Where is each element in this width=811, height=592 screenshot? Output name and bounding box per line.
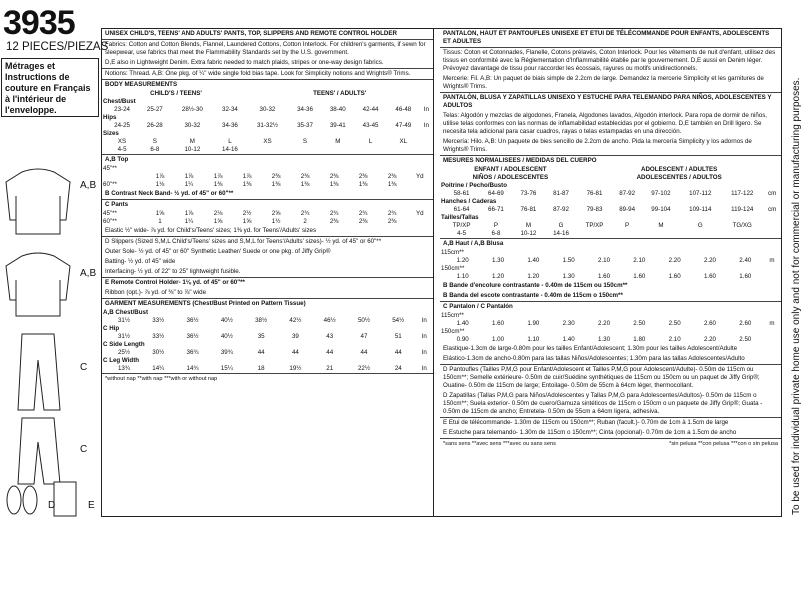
haut-metrage-table: 115cm** 1.20 1.30 1.40 1.50 2.10 2.10 2.20 2.20 2.40 m 150cm** 1.10 1.20 1.20 1.30 1.60 1.60 1.60 1.60 1.60 — [440, 249, 781, 281]
table-row: 4-5 6-8 10-12 14-16 — [457, 230, 569, 237]
notions-text: Notions: Thread. A,B: One pkg. of ¼" wide single fold bias tape. Look for Simplicity notions and Wrights® Trims. — [102, 68, 433, 79]
pantalon-section-title: C Pantalon / C Pantalón — [440, 301, 781, 312]
neck-band-text: B Contrast Neck Band- ½ yd. of 45" or 60"** — [105, 190, 234, 197]
french-spanish-column — [440, 29, 781, 516]
top-section-title: A,B Top — [102, 154, 433, 165]
table-row: XS S M L XS S M L XL — [117, 138, 408, 145]
top-back-drawing — [6, 253, 70, 316]
pattern-back-sheet — [101, 28, 782, 517]
mesures-table: ENFANT / ADOLESCENT ADOLESCENT / ADULTES NIÑOS / ADOLESCENTES ADOLESCENTES / ADULTOS Poitrine / Pecho/Busto 58-61 64-69 73-76 81-87 76-81 87-92 97-102 107-112 117-122 cm Hanches / Caderas 61-64 66-71 76-81 87-92 79-83 89-94 99-104 109-114 119-124 cm Tailles/Tallas TP/XP P M G TP/XP P M G TG/XG 4-5 6-8 10-12 14-16 — [440, 166, 781, 238]
table-row: 31½ 33½ 36½ 40½ 38½ 42½ 46½ 50½ 54½ In — [117, 317, 427, 324]
garment-line-drawings — [0, 160, 100, 520]
table-row: 1⅞ 1⅞ 1⅞ 1⅞ 2⅜ 2⅜ 2⅜ 2⅜ 2⅜ Yd — [155, 173, 424, 180]
top-yardage-table — [102, 165, 433, 189]
pantoufles-text: D Pantoufles (Tailles P,M,G pour Enfant/Adolescent et Tailles P,M,G pour Adolescent/Adulte)- 0.50m de 115cm ou 150cm**; Semelle extérieure- 0.50m de cuir/Suédine synthétiques de 115cm ou 150cm ou un paquet de Jiffy Grip®; Ouatine- 0.50m de 115cm de large; Entoilage- 0.50m de 55cm à 64cm léger, thermocollant. — [440, 364, 781, 391]
top-front-drawing — [6, 169, 70, 234]
table-row: 45"** 1⅝ 1⅞ 2⅛ 2½ 2⅝ 2¾ 2¾ 2¾ 2¾ Yd — [103, 210, 424, 217]
fabrics-text-2: D,E also in Lightweight Denim. Extra fabric needed to match plaids, stripes or one-way design fabrics. — [105, 59, 384, 66]
zapatillas-text: D Zapatillas (Tallas P,M,G para Niños/Adolescentes y Tallas P,M,G para Adolescentes/Adultos)- 0.50m de 115cm o 150cm**; Suela exterior- 0.50m de cuero/Gamuza sintéticos de 115cm o 150cm o un paquete de Jiffy Grip®; Guata - 0.50m de 115cm de ancho; Entretela- 0.50m de 55cm a 64cm ligera, adhesiva. — [443, 392, 763, 415]
outer-sole-text: Outer Sole- ½ yd. of 45" or 60" Synthetic Leather/ Suede or one pkg. of Jiffy Grip® — [105, 248, 331, 255]
table-row: 60"** 1 1¼ 1⅝ 1⅝ 1½ 2 2⅜ 2⅜ 2⅜ — [103, 218, 397, 225]
mesures-title: MESURES NORMALISEES / MEDIDAS DEL CUERPO — [440, 155, 781, 166]
figure-label: C — [80, 444, 88, 455]
figure-label: E — [88, 500, 95, 511]
figure-label: A,B — [80, 268, 97, 279]
body-measurements-table: CHILD'S / TEENS' TEENS' / ADULTS' Chest/Bust 23-24 25-27 28½-30 32-34 30-32 34-36 38-40 42-44 46-48 In Hips 24-25 26-28 30-32 34-36 31-32½ 35-37 39-41 43-45 47-49 In Sizes XS S M L XS S M L XL 4-5 6-8 10-12 14-16 — [102, 90, 433, 154]
french-title: PANTALON, HAUT ET PANTOUFLES UNISEXE ET ETUI DE TÉLÉCOMMANDE POUR ENFANTS, ADOLESCENTS ET ADULTES — [440, 29, 781, 48]
table-row: 23-24 25-27 28½-30 32-34 30-32 34-36 38-40 42-44 46-48 In — [114, 106, 429, 113]
mercerie-text: Mercerie: Fil. A,B: Un paquet de biais simple de 2.2cm de large. Demandez la mercerie Simplicity et les garnitures de Wrights® Trims. — [443, 75, 764, 90]
pattern-number: 3935 — [3, 4, 75, 42]
figure-label: D — [48, 500, 56, 511]
pants-back-drawing — [18, 418, 60, 484]
pants-front-drawing — [18, 334, 60, 410]
interfacing-text: Interfacing- ½ yd. of 22" to 25" lightweight fusible. — [105, 268, 241, 275]
table-row: 31½ 33½ 36½ 40½ 35 39 43 47 51 In — [117, 333, 427, 340]
table-row: 58-61 64-69 73-76 81-87 76-81 87-92 97-102 107-112 117-122 cm — [453, 190, 777, 197]
table-row: 24-25 26-28 30-32 34-36 31-32½ 35-37 39-41 43-45 47-49 In — [114, 122, 429, 129]
garment-measurements-title: GARMENT MEASUREMENTS (Chest/Bust Printed on Pattern Tissue) — [102, 298, 433, 309]
table-row: 13¾ 14¼ 14¾ 15¼ 18 19½ 21 22½ 24 In — [117, 365, 427, 372]
french-instructions-note: Métrages et Instructions de couture en Français à l'intérieur de l'enveloppe. — [1, 58, 99, 117]
pants-yardage-table — [102, 210, 433, 226]
table-row: 60"** 1⅛ 1¼ 1⅜ 1⅜ 1⅜ 1⅜ 1⅜ 1⅜ 1⅜ — [103, 181, 397, 188]
table-row: 45"** — [103, 165, 117, 172]
body-measurements-title: BODY MEASUREMENTS — [102, 79, 433, 90]
pantalon-metrage-table: 115cm** 1.40 1.60 1.90 2.30 2.20 2.50 2.50 2.60 2.60 m 150cm** 0.90 1.00 1.10 1.40 1.30 1.80 2.10 2.20 2.50 — [440, 312, 781, 344]
table-row: 1.10 1.20 1.20 1.30 1.60 1.60 1.60 1.60 1.60 — [456, 273, 752, 280]
spanish-title: PANTALÓN, BLUSA Y ZAPATILLAS UNISEXO Y ESTUCHE PARA TELEMANDO PARA NIÑOS, ADOLESCENTES Y ADULTOS — [440, 92, 781, 111]
english-title: UNISEX CHILD'S, TEENS' AND ADULTS' PANTS, TOP, SLIPPERS AND REMOTE CONTROL HOLDER — [102, 29, 433, 40]
ribbon-text: Ribbon (opt.)- ⅞ yd. of ⅜" to ⅞" wide — [105, 289, 207, 296]
figure-label: C — [80, 362, 88, 373]
table-row: 25½ 30½ 36¾ 39¾ 44 44 44 44 44 In — [117, 349, 427, 356]
fabrics-text: Fabrics: Cotton and Cotton Blends, Flannel, Laundered Cottons, Cotton Interlock. For children's garments, if sewn for sleepwear, use fabrics that meet the Flammability Standards set by the U.S. government. — [105, 41, 426, 56]
remote-holder-drawing — [54, 482, 76, 516]
table-row: 0.90 1.00 1.10 1.40 1.30 1.80 2.10 2.20 2.50 — [456, 336, 752, 343]
batting-text: Batting- ½ yd. of 45" wide — [105, 258, 176, 265]
table-row: 4-5 6-8 10-12 14-16 — [117, 146, 238, 153]
nap-footnote: *without nap **with nap ***with or without nap — [102, 373, 433, 384]
garment-measurements-table: A,B Chest/Bust 31½ 33½ 36½ 40½ 38½ 42½ 46½ 50½ 54½ In C Hip 31½ 33½ 36½ 40½ 35 39 43 47 51 In C Side Length 25½ 30½ 36¾ 39¾ 44 44 44 44 44 In C Leg Width 13¾ 14¼ 14¾ 15¼ 18 19½ 21 22½ 24 In — [102, 309, 433, 373]
slippers-text: D Slippers (Sized S,M,L Child's/Teens' sizes and S,M,L for Teens'/Adults' sizes)- ½ yd. of 45" or 60"** — [102, 236, 433, 247]
elastic-text: Elastic ½" wide- ⅞ yd. for Child's/Teens' sizes; 1⅜ yd. for Teens'/Adults' sizes — [105, 227, 317, 234]
telas-text: Telas: Algodón y mezclas de algodones, Franela, Algodones lavados, Algodón interlock. Para ropa de dormir de niños, utilise telas conformes con las normas de inflamabilidad establecidas por el gobierno. D,E también en Drill ligero. Se necesita tela adicional para casar cuadros, rayas o telas estampadas en una dirección. — [443, 112, 768, 135]
merceria-text: Mercería: Hilo. A,B: Un paquete de bies sencillo de 2.2cm de ancho. Pida la mercería Simplicity y los adornos de Wrights® Trims. — [443, 138, 752, 153]
pieces-count: 12 PIECES/PIEZAS — [6, 41, 109, 53]
english-column — [102, 29, 434, 516]
banda-text: B Banda del escote contrastante - 0.40m de 115cm o 150cm** — [443, 292, 623, 299]
nap-footnote-fr-es: *sans sens **avec sens ***avec ou sans sens *sin pelusa **con pelusa ***con o sin pelusa — [440, 438, 781, 449]
bande-text: B Bande d'encolure contrastante - 0.40m de 115cm ou 150cm** — [443, 282, 628, 289]
figure-label: A,B — [80, 180, 97, 191]
table-row: 61-64 66-71 76-81 87-92 79-83 89-94 99-104 109-114 119-124 cm — [453, 206, 777, 213]
vertical-usage-note: To be used for individual private home use only and not for commercial or manufacturing purposes. — [791, 77, 802, 515]
table-row: 1.40 1.60 1.90 2.30 2.20 2.50 2.50 2.60 2.60 m — [456, 320, 775, 327]
remote-holder-text: E Remote Control Holder- 1⅛ yd. of 45" or 60"** — [102, 277, 433, 288]
tissus-text: Tissus: Coton et Cotonnades, Flanelle, Cotons prélavés, Coton Interlock. Pour les vêtements de nuit d'enfant, utilisez des tissus en conformité avec la Réglementation d'Inflammabilité établie par le gouvernement. D,E aussi en Denim léger. Prévoyez davantage de tissu pour raccorder les écossais, rayures ou motifs unidirectionnels. — [443, 49, 776, 72]
pants-section-title: C Pants — [102, 199, 433, 210]
table-row: TP/XP P M G TP/XP P M G TG/XG — [452, 222, 752, 229]
haut-section-title: A,B Haut / A,B Blusa — [440, 238, 781, 249]
estuche-text: E Estuche para telemando- 1.30m de 115cm o 150cm**; Cinta (opcional)- 0.70m de 1cm a 1.5cm de ancho — [443, 429, 737, 436]
table-row: 1.20 1.30 1.40 1.50 2.10 2.10 2.20 2.20 2.40 m — [456, 257, 775, 264]
slippers-drawing — [7, 486, 37, 514]
elastique-text: Elastique-1.3cm de large-0.80m pour les tailles Enfant/Adolescent; 1.30m pour les tailles Adolescent/Adulte — [443, 345, 738, 352]
etui-text: E Etui de télécommande- 1.30m de 115cm ou 150cm**; Ruban (facult.)- 0.70m de 1cm à 1.5cm de large — [440, 417, 781, 428]
elastico-text: Elástico-1.3cm de ancho-0.80m para las tallas Niños/Adolescentes; 1.30m para las tallas Adolescentes/Adulto — [443, 355, 745, 362]
